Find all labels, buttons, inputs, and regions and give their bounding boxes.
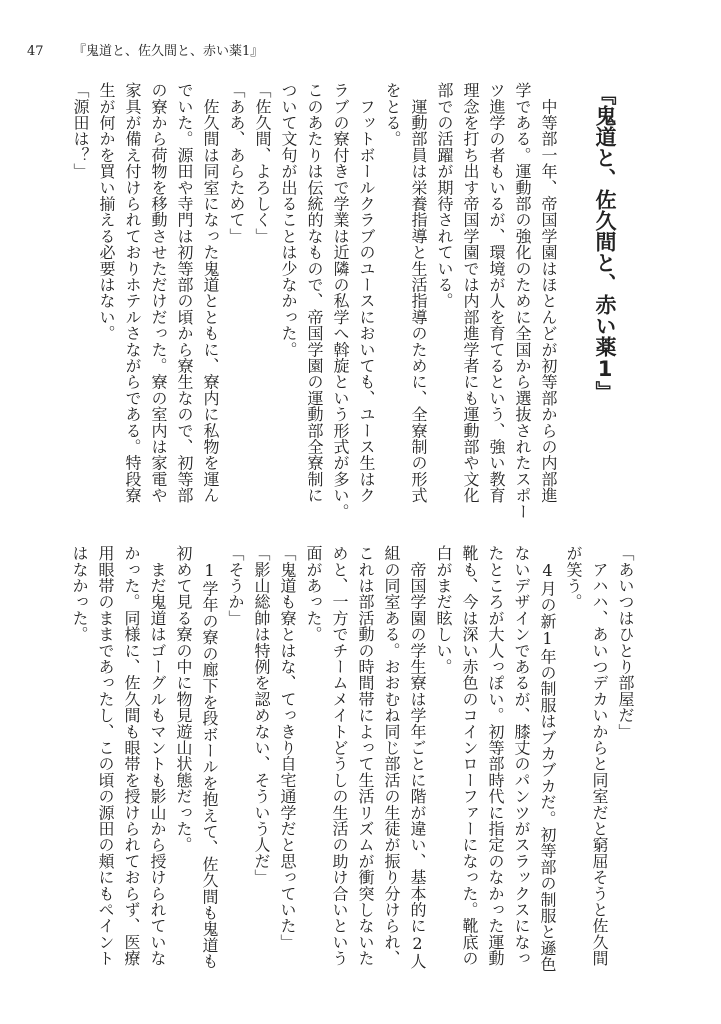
text-column: ないデザインであるが、膝丈のパンツがスラックスになっ — [512, 545, 531, 967]
text-column: 白がまだ眩しい。 — [434, 545, 453, 675]
text-column: 初めて見る寮の中に物見遊山状態だった。 — [174, 545, 193, 853]
text-column: まだ鬼道はゴーグルもマントも影山から授けられていな — [148, 545, 167, 967]
text-column: フットボールクラブのユースにおいても、ユース生はク — [357, 82, 376, 504]
text-column: 佐久間は同室になった鬼道とともに、寮内に私物を運ん — [201, 82, 220, 504]
text-column: はなかった。 — [70, 545, 89, 643]
text-column: めと、一方でチームメイトどうしの生活の助け合いという — [330, 545, 349, 967]
page-number: 47 — [27, 44, 44, 59]
text-column: 「そうか」 — [226, 545, 245, 626]
text-column: 帝国学園の学生寮は学年ごとに階が違い、基本的に2人 — [408, 545, 427, 970]
text-column: 面があった。 — [304, 545, 323, 643]
text-column: 学である。運動部の強化のために全国から選抜されたスポー — [513, 82, 532, 520]
text-column: ツ進学の者もいるが、環境が人を育てるという、強い教育 — [487, 82, 506, 504]
text-column: 理念を打ち出す帝国学園では内部進学者にも運動部や文化 — [461, 82, 480, 504]
text-column: 「佐久間、よろしく」 — [253, 82, 272, 244]
text-column: 運動部員は栄養指導と生活指導のために、全寮制の形式 — [409, 82, 428, 504]
text-column: 組の同室ある。おおむね同じ部活の生徒が振り分けられ、 — [382, 545, 401, 967]
text-column: 4月の新1年の制服はブカブカだ。初等部の制服と遜色 — [538, 545, 557, 973]
text-column: ついて文句が出ることは少なかった。 — [279, 82, 298, 358]
text-column: 「影山総帥は特例を認めない、そういう人だ」 — [252, 545, 271, 886]
text-column: たところが大人っぽい。初等部時代に指定のなかった運動 — [486, 545, 505, 967]
text-column: 1学年の寮の廊下を段ボールを抱えて、佐久間も鬼道も — [200, 545, 219, 970]
text-column: でいた。源田や寺門は初等部の頃から寮生なので、初等部 — [175, 82, 194, 504]
text-column: をとる。 — [383, 82, 402, 147]
chapter-title: 『鬼道と、佐久間と、赤い薬1』 — [593, 84, 617, 402]
text-column: 「あいつはひとり部屋だ」 — [616, 545, 635, 740]
text-column: 「ああ、あらためて」 — [227, 82, 246, 244]
text-column: このあたりは伝統的なもので、帝国学園の運動部全寮制に — [305, 82, 324, 504]
text-column: 生が何かを買い揃える必要はない。 — [97, 82, 116, 342]
text-column: アハハ、あいつデカいからと同室だと窮屈そうと佐久間 — [590, 545, 609, 967]
lower-text-block — [66, 545, 638, 973]
text-column: の寮から荷物を移動させただけだった。寮の室内は家電や — [149, 82, 168, 504]
text-column: 「源田は？」 — [71, 82, 90, 180]
text-column: かった。同様に、佐久間も眼帯を授けられておらず、医療 — [122, 545, 141, 967]
text-column: が笑う。 — [564, 545, 583, 610]
running-header — [27, 40, 263, 59]
running-chapter-title: 『鬼道と、佐久間と、赤い薬1』 — [73, 44, 264, 59]
text-column: 「鬼道も寮とはな、てっきり自宅通学だと思っていた」 — [278, 545, 297, 950]
text-column: 家具が備え付けられておりホテルさながらである。特段寮 — [123, 82, 142, 504]
text-column: 部での活躍が期待されている。 — [435, 82, 454, 309]
text-column: 中等部一年、帝国学園はほとんどが初等部からの内部進 — [539, 82, 558, 504]
text-column: ラブの寮付きで学業は近隣の私学へ斡旋という形式が多い。 — [331, 82, 350, 520]
upper-text-block — [67, 82, 561, 520]
text-column: 靴も、今は深い赤色のコインローファーになった。靴底の — [460, 545, 479, 967]
text-column: 用眼帯のままであったし、この頃の源田の頬にもペイント — [96, 545, 115, 967]
text-column: これは部活動の時間帯によって生活リズムが衝突しないた — [356, 545, 375, 967]
